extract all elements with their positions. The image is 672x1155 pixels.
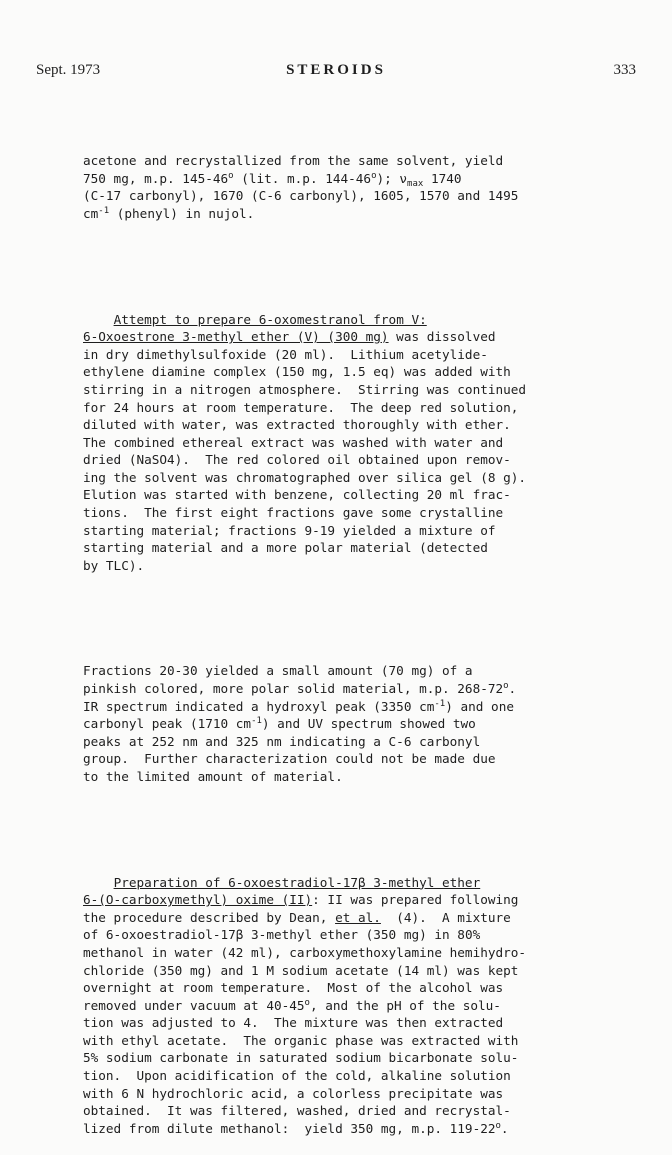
text-line: cm bbox=[83, 205, 99, 221]
text-line: pinkish colored, more polar solid material, m.p. 268-72 bbox=[83, 681, 504, 696]
text-line: was dissolved bbox=[388, 329, 496, 345]
text-line: of 6-oxoestradiol-17β 3-methyl ether bbox=[83, 927, 358, 943]
text-line: ); bbox=[376, 170, 400, 186]
nu-symbol: ν bbox=[399, 170, 408, 186]
text-line: peaks at 252 nm and 325 nm indicating a C-6 carbonyl bbox=[83, 733, 481, 749]
citation-etal: et al. bbox=[335, 909, 381, 925]
text-line: diluted with water, was extracted thoroughly with ether. bbox=[83, 417, 511, 433]
text-line: starting material; fractions 9-19 yielded a mixture of bbox=[83, 522, 496, 538]
text-line: by TLC). bbox=[83, 557, 145, 573]
text-line: (4). A mixture bbox=[380, 909, 511, 925]
text-line: removed under vacuum at 40-45 bbox=[83, 997, 305, 1013]
text-line: (phenyl) in nujol. bbox=[109, 205, 255, 221]
text-line: (lit. m.p. 144-46 bbox=[233, 170, 372, 186]
text-line: , and the pH of the solu- bbox=[309, 997, 501, 1013]
section-heading: 6-(O-carboxymethyl) oxime (II) bbox=[83, 892, 313, 908]
exponent: -1 bbox=[434, 698, 446, 709]
text-line: the procedure described by Dean, bbox=[83, 909, 336, 925]
text-line: The combined ethereal extract was washed with water and bbox=[83, 434, 504, 450]
text-line: tion. Upon acidification of the cold, alkaline solution bbox=[83, 1068, 511, 1084]
paragraph-2 bbox=[83, 311, 603, 575]
text-line: (350 mg) in 80% bbox=[358, 927, 481, 943]
section-heading: Preparation of 6-oxoestradiol-17β 3-methyl ether bbox=[113, 874, 481, 890]
text-line: methanol in water (42 ml), carboxymethoxylamine hemihydro- bbox=[83, 944, 527, 960]
text-line: lized from dilute methanol: yield 350 mg, m.p. 119-22 bbox=[83, 1120, 496, 1136]
text-line: acetone and recrystallized from the same solvent, yield bbox=[83, 153, 504, 169]
text-line: dried (NaSO4). The red colored oil obtained upon remov- bbox=[83, 452, 511, 468]
degree-sign: o bbox=[495, 1120, 501, 1131]
paragraph-4 bbox=[83, 874, 603, 1138]
text-line: 6-Oxoestrone 3-methyl ether (V) (300 mg) bbox=[83, 329, 389, 345]
text-line: obtained. It was filtered, washed, dried and recrystal- bbox=[83, 1103, 511, 1119]
text-line: 5% sodium carbonate in saturated sodium bicarbonate solu- bbox=[83, 1050, 519, 1066]
page-number: 333 bbox=[613, 62, 636, 78]
text-line: ing the solvent was chromatographed over silica gel (8 g). bbox=[83, 469, 527, 485]
text-line: ) and UV spectrum showed two bbox=[261, 716, 476, 732]
exponent: -1 bbox=[251, 716, 262, 727]
journal-title: STEROIDS bbox=[286, 62, 386, 78]
text-line: to the limited amount of material. bbox=[83, 768, 343, 784]
page-header bbox=[36, 62, 636, 84]
article-body bbox=[83, 117, 603, 1155]
text-line: 1740 bbox=[423, 170, 462, 186]
max-subscript: max bbox=[407, 178, 424, 189]
text-line: : II was prepared following bbox=[312, 892, 519, 908]
text-line: carbonyl peak (1710 cm bbox=[83, 716, 252, 732]
text-line: IR spectrum indicated a hydroxyl peak (3350 cm bbox=[83, 698, 435, 714]
paragraph-3 bbox=[83, 662, 603, 785]
text-line: ethylene diamine complex (150 mg, 1.5 eq) was added with bbox=[83, 364, 511, 380]
text-line: starting material and a more polar material (detected bbox=[83, 540, 488, 556]
text-line: tions. The first eight fractions gave some crystalline bbox=[83, 505, 504, 521]
paragraph-1 bbox=[83, 152, 603, 222]
text-line: . bbox=[508, 681, 517, 696]
degree-sign: o bbox=[503, 681, 509, 691]
text-line: stirring in a nitrogen atmosphere. Stirring was continued bbox=[83, 381, 527, 397]
text-line: in dry dimethylsulfoxide (20 ml). Lithium acetylide- bbox=[83, 346, 488, 362]
exponent: -1 bbox=[98, 205, 110, 216]
degree-sign: o bbox=[304, 997, 310, 1008]
text-line: group. Further characterization could not be made due bbox=[83, 751, 496, 767]
degree-sign: o bbox=[371, 170, 377, 181]
issue-date: Sept. 1973 bbox=[36, 62, 101, 78]
text-line: with 6 N hydrochloric acid, a colorless precipitate was bbox=[83, 1085, 504, 1101]
text-line: 750 mg, m.p. 145-46 bbox=[83, 170, 229, 186]
text-line: . bbox=[500, 1120, 509, 1136]
text-line: ) and one bbox=[445, 698, 514, 714]
degree-sign: o bbox=[228, 170, 234, 181]
text-line: (C-17 carbonyl), 1670 (C-6 carbonyl), 1605, 1570 and 1495 bbox=[83, 188, 519, 204]
text-line: Elution was started with benzene, collecting 20 ml frac- bbox=[83, 487, 511, 503]
text-line: with ethyl acetate. The organic phase was extracted with bbox=[83, 1032, 519, 1048]
text-line: chloride (350 mg) and 1 M sodium acetate (14 ml) was kept bbox=[83, 962, 519, 978]
text-line: Fractions 20-30 yielded a small amount (70 mg) of a bbox=[83, 663, 473, 679]
text-line: tion was adjusted to 4. The mixture was then extracted bbox=[83, 1015, 504, 1031]
text-line: for 24 hours at room temperature. The deep red solution, bbox=[83, 399, 519, 415]
text-line: overnight at room temperature. Most of the alcohol was bbox=[83, 980, 504, 996]
section-heading: Attempt to prepare 6-oxomestranol from V: bbox=[113, 311, 427, 327]
